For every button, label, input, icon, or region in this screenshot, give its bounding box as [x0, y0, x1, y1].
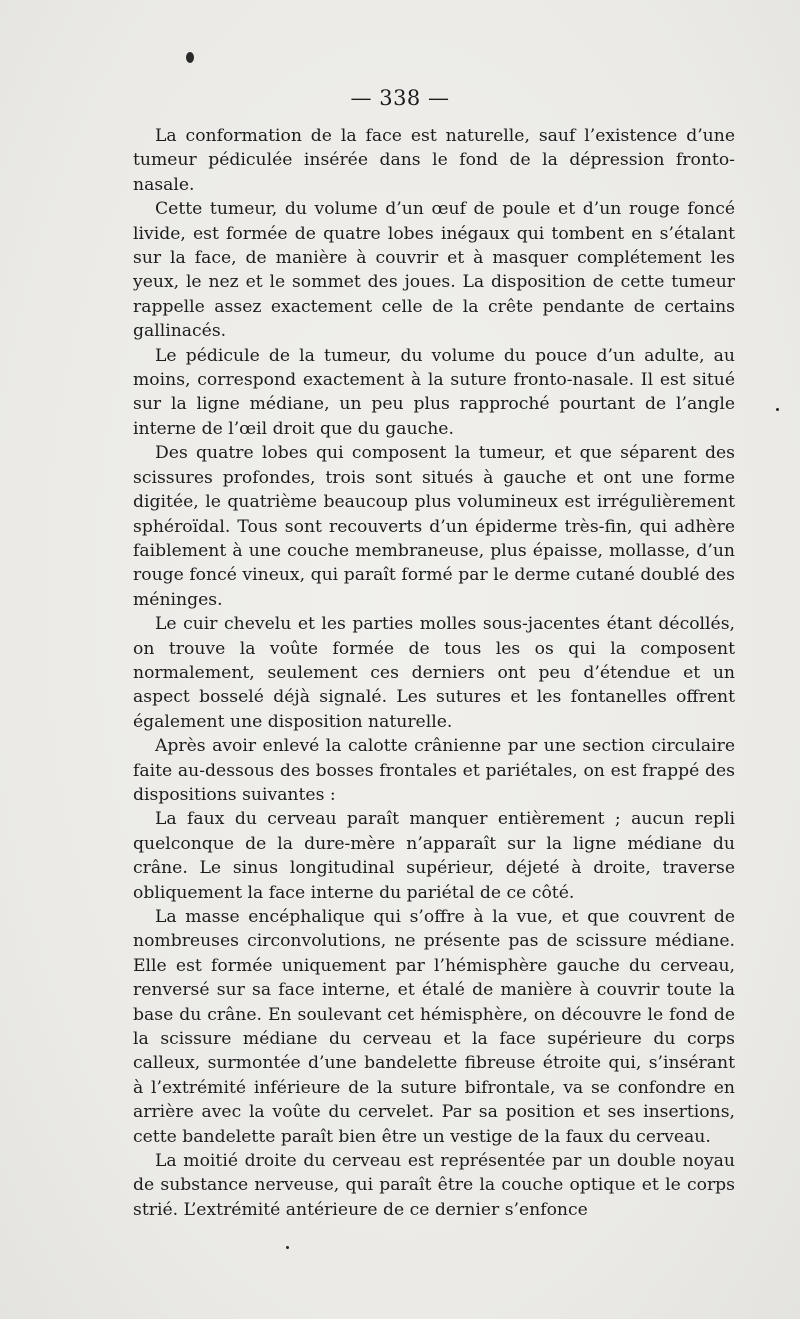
ink-speck: [286, 1246, 289, 1249]
paragraph: Le pédicule de la tumeur, du volume du pouce d’un adulte, au moins, correspond exactement à la suture fronto-nasale. Il est situé sur la ligne médiane, un peu plus rapproché pourtant de l’angle interne de l’œil droit que du gauche.: [133, 345, 735, 439]
paragraph: Cette tumeur, du volume d’un œuf de poule et d’un rouge foncé livide, est formée de quatre lobes inégaux qui tombent en s’étalant sur la face, de manière à couvrir et à masquer complétement les yeux, le nez et le sommet des joues. La disposition de cette tumeur rappelle assez exactement celle de la crête pendante de certains gallinacés.: [133, 199, 735, 342]
ink-speck: [776, 408, 779, 411]
paragraph: Des quatre lobes qui composent la tumeur, et que séparent des scissures profondes, trois sont situés à gauche et ont une forme digitée, le quatrième beaucoup plus volumineux est irrégulièrement sphéroïdal. Tous sont recouverts d’un épiderme très-fin, qui adhère faiblement à une couche membraneuse, plus épaisse, mollasse, d’un rouge foncé vineux, qui paraît formé par le derme cutané doublé des méninges.: [133, 443, 735, 610]
paragraph: La conformation de la face est naturelle, sauf l’existence d’une tumeur pédiculée insérée dans le fond de la dépression fronto-nasale.: [133, 126, 735, 195]
paragraph: Après avoir enlevé la calotte crânienne par une section circulaire faite au-dessous des bosses frontales et pariétales, on est frappé des dispositions suivantes :: [133, 736, 735, 805]
paragraph: La faux du cerveau paraît manquer entièrement ; aucun repli quelconque de la dure-mère n’apparaît sur la ligne médiane du crâne. Le sinus longitudinal supérieur, déjeté à droite, traverse obliquement la face interne du pariétal de ce côté.: [133, 809, 735, 903]
paragraph: La masse encéphalique qui s’offre à la vue, et que couvrent de nombreuses circonvolutions, ne présente pas de scissure médiane. Elle est formée uniquement par l’hémisphère gauche du cerveau, renversé sur sa face interne, et étalé de manière à couvrir toute la base du crâne. En soulevant cet hémisphère, on découvre le fond de la scissure médiane du cerveau et la face supérieure du corps calleux, surmontée d’une bandelette fibreuse étroite qui, s’insérant à l’extrémité inférieure de la suture bifrontale, va se confondre en arrière avec la voûte du cervelet. Par sa position et ses insertions, cette bandelette paraît bien être un vestige de la faux du cerveau.: [133, 907, 735, 1147]
paragraph: Le cuir chevelu et les parties molles sous-jacentes étant décollés, on trouve la voûte formée de tous les os qui la composent normalement, seulement ces derniers ont peu d’étendue et un aspect bosselé déjà signalé. Les sutures et les fontanelles offrent également une disposition naturelle.: [133, 614, 735, 732]
paragraph: La moitié droite du cerveau est représentée par un double noyau de substance nerveuse, qui paraît être la couche optique et le corps strié. L’extrémité antérieure de ce dernier s’enfonce: [133, 1151, 735, 1220]
ink-speck: [186, 52, 194, 63]
page-number: — 338 —: [350, 86, 450, 110]
body-text: [133, 124, 735, 1222]
